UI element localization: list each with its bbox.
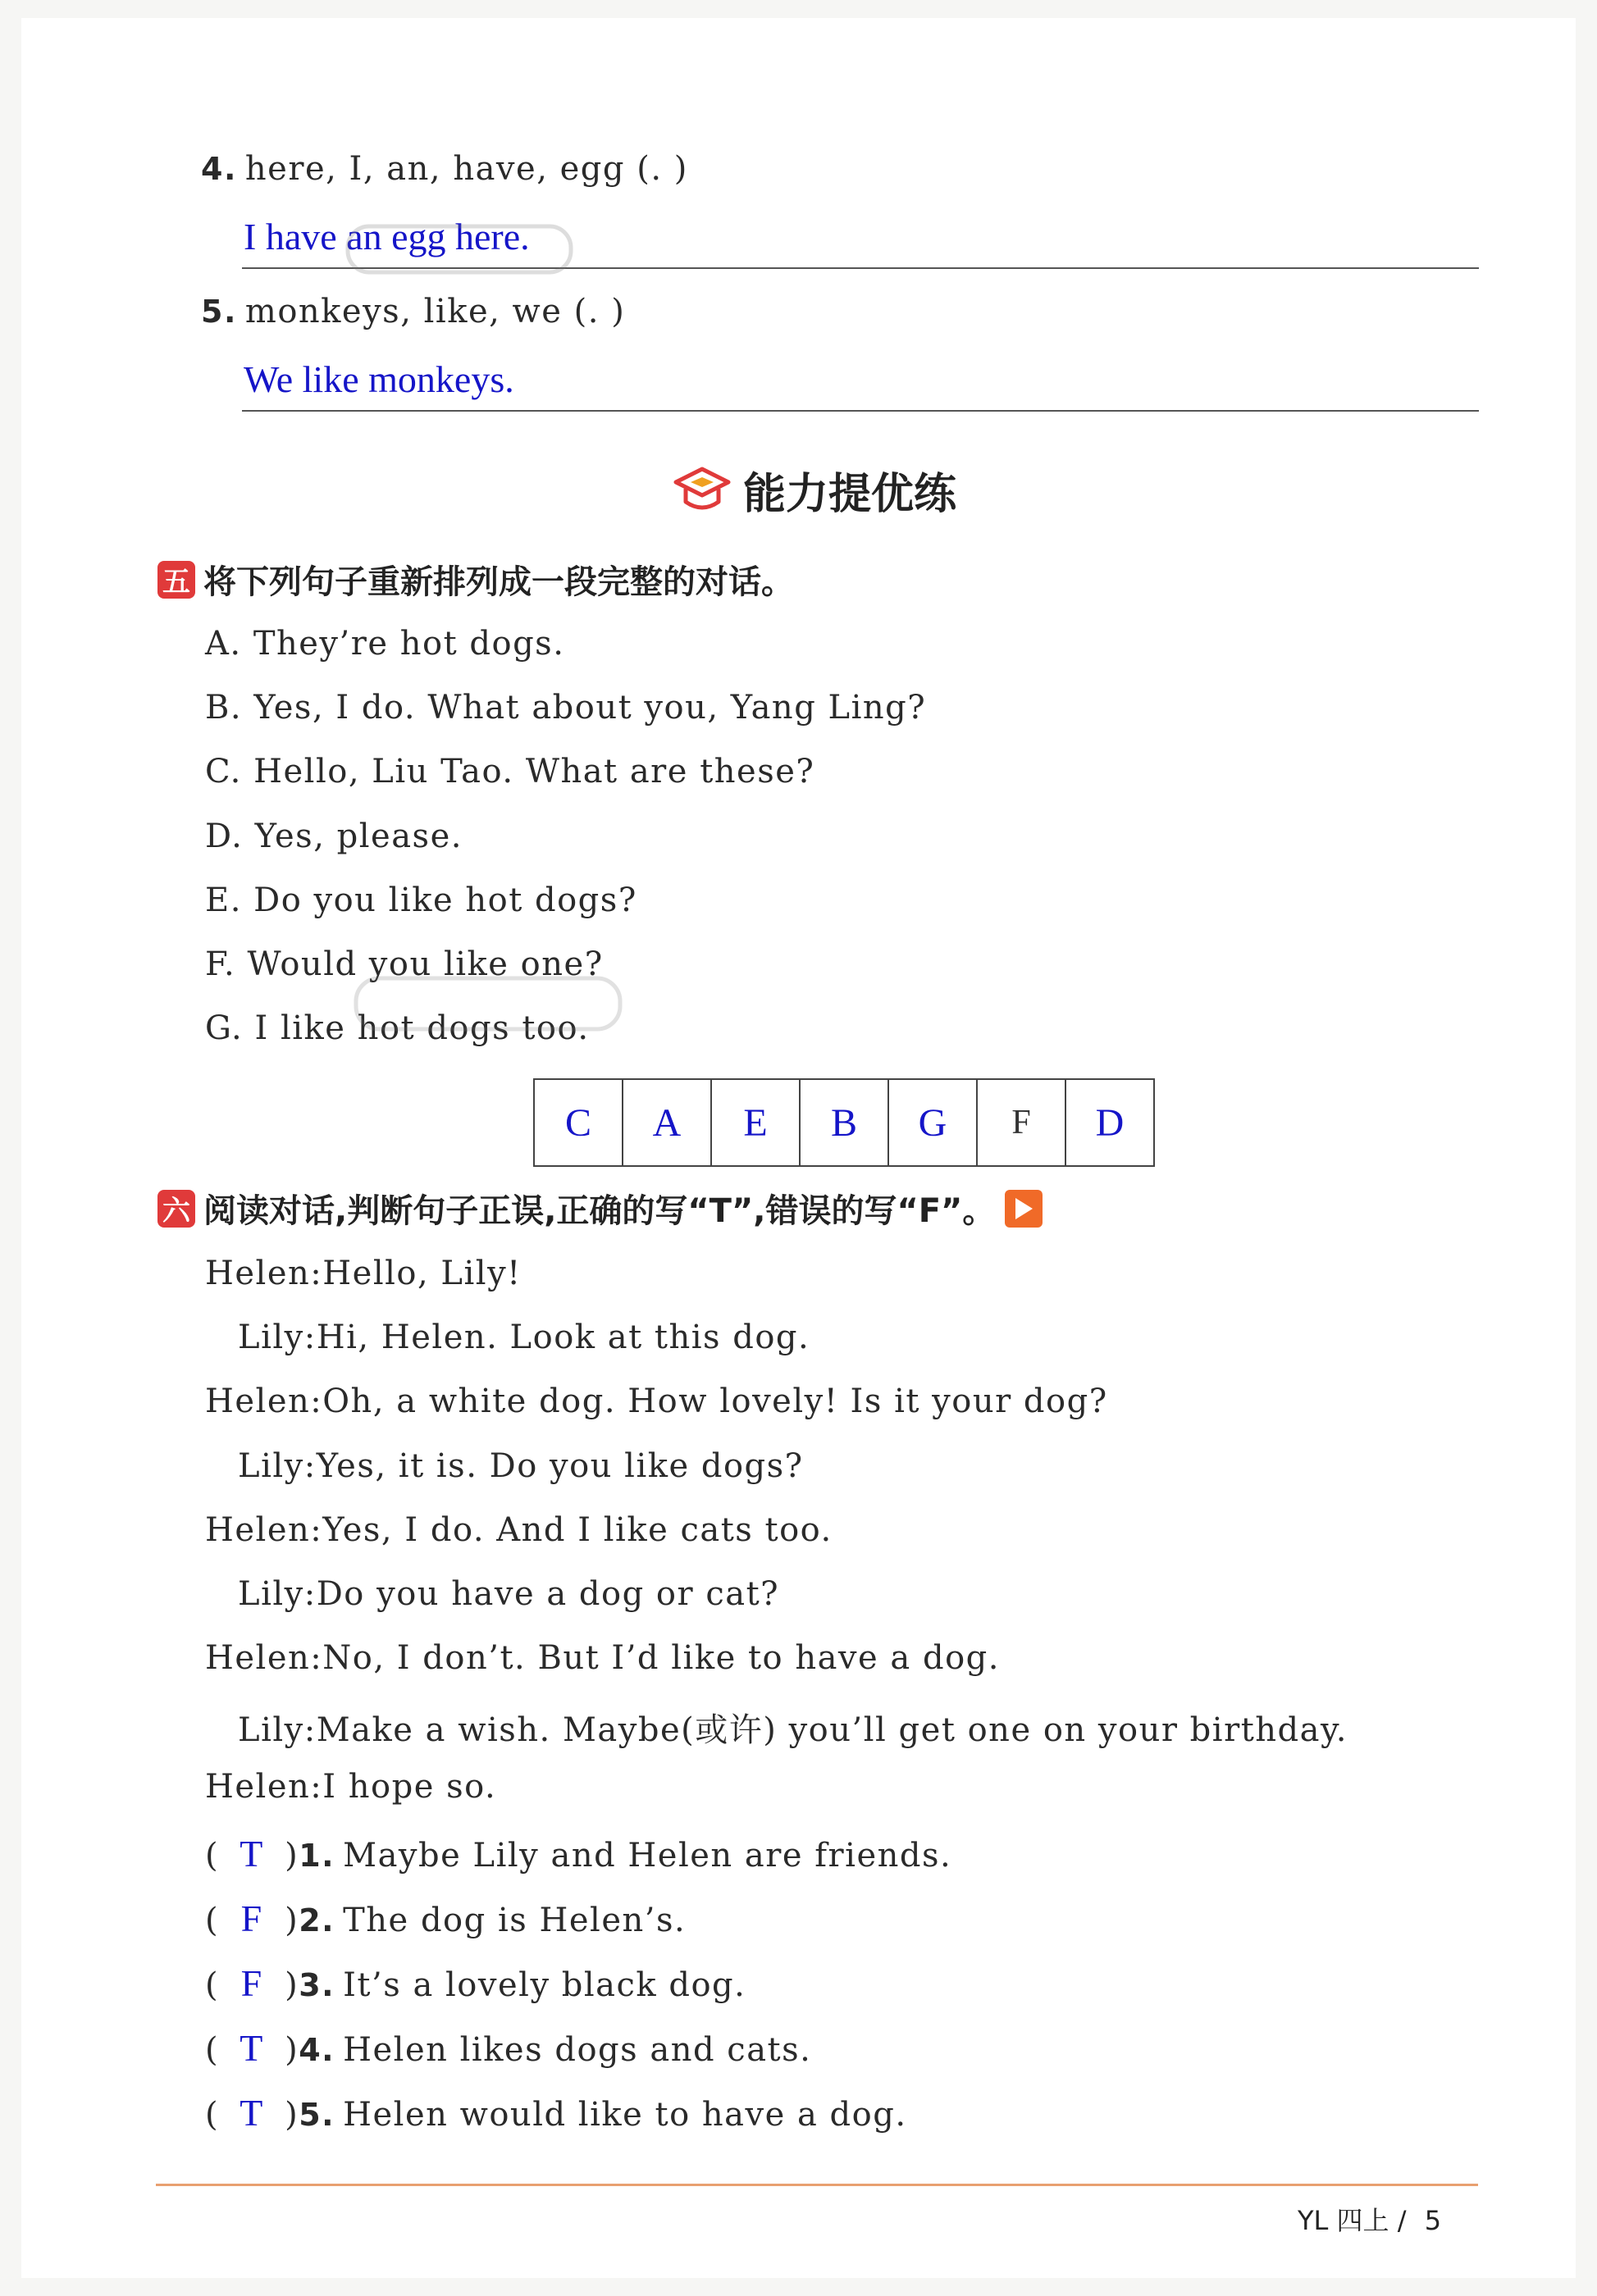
speaker: Helen:: [205, 1639, 323, 1677]
statement-5: ( T )5. Helen would like to have a dog.: [205, 2092, 907, 2134]
statement-number: 4.: [299, 2032, 335, 2068]
section-5-title: [157, 556, 794, 603]
speaker: Lily:: [238, 1575, 317, 1613]
answer-5: We like monkeys.: [244, 358, 514, 400]
statement-text: Helen would like to have a dog.: [343, 2096, 907, 2134]
dialogue-line: [238, 1319, 810, 1356]
answer-cell: C: [534, 1079, 623, 1166]
option-c: C. Hello, Liu Tao. What are these?: [205, 753, 815, 790]
statement-1: ( T )1. Maybe Lily and Helen are friends.: [205, 1833, 952, 1875]
dialogue-line: [205, 1255, 522, 1292]
statement-text: Helen likes dogs and cats.: [343, 2031, 812, 2069]
order-answer-table: [533, 1078, 1155, 1167]
dialogue-line: [205, 1768, 496, 1806]
dialogue-line: [205, 1639, 1000, 1677]
speaker: Lily:: [238, 1711, 317, 1749]
question-4: [201, 150, 688, 188]
option-b: B. Yes, I do. What about you, Yang Ling?: [205, 689, 927, 727]
dialogue-line: [238, 1575, 779, 1613]
statement-text: Maybe Lily and Helen are friends.: [343, 1837, 952, 1875]
footer-label: YL 四上 /: [1298, 2205, 1407, 2236]
line-text: No, I don’t. But I’d like to have a dog.: [322, 1639, 1000, 1677]
dialogue-line: [205, 1383, 1108, 1420]
answer-line: [242, 410, 1479, 412]
page-number: 5: [1424, 2205, 1442, 2236]
section-instruction: 阅读对话,判断句子正误,正确的写“T”,错误的写“F”。: [203, 1192, 996, 1230]
statement-text: The dog is Helen’s.: [343, 1902, 687, 1939]
question-5: [201, 293, 625, 330]
section-badge: 六: [157, 1190, 195, 1228]
dialogue-line: [205, 1511, 833, 1549]
statement-text: It’s a lovely black dog.: [343, 1966, 746, 2004]
statement-number: 1.: [299, 1838, 335, 1874]
answer-cell: D: [1065, 1079, 1154, 1166]
option-d: D. Yes, please.: [205, 818, 463, 855]
answer-cell: G: [888, 1079, 977, 1166]
question-number: 5.: [201, 294, 237, 330]
statement-3: ( F )3. It’s a lovely black dog.: [205, 1962, 746, 2004]
question-text: monkeys, like, we (. ): [244, 293, 626, 330]
dialogue-line: [238, 1704, 1348, 1751]
statement-number: 3.: [299, 1967, 335, 2003]
speaker: Lily:: [238, 1447, 317, 1485]
answer-cell: A: [623, 1079, 711, 1166]
line-text: Make a wish. Maybe(或许) you’ll get one on your birthday.: [316, 1711, 1348, 1749]
play-icon[interactable]: [1005, 1190, 1043, 1228]
statement-number: 5.: [299, 2097, 335, 2133]
speaker: Helen:: [205, 1768, 323, 1806]
line-text: Hello, Lily!: [322, 1255, 522, 1292]
ability-title: 能力提优练: [743, 470, 957, 519]
watermark-mark: [353, 972, 623, 1050]
answer-cell: F: [977, 1079, 1065, 1166]
speaker: Lily:: [238, 1319, 317, 1356]
option-a: A. They’re hot dogs.: [205, 625, 565, 663]
line-text: Yes, it is. Do you like dogs?: [316, 1447, 804, 1485]
answer-4: I have an egg here.: [244, 216, 530, 257]
tf-answer: T: [240, 2027, 264, 2069]
answer-cell: E: [711, 1079, 800, 1166]
line-text: Hi, Helen. Look at this dog.: [316, 1319, 810, 1356]
speaker: Helen:: [205, 1511, 323, 1549]
line-text: Yes, I do. And I like cats too.: [322, 1511, 833, 1549]
line-text: Oh, a white dog. How lovely! Is it your dog?: [322, 1383, 1108, 1420]
tf-answer: F: [240, 1897, 263, 1939]
tf-answer: T: [240, 2092, 264, 2134]
line-text: Do you have a dog or cat?: [316, 1575, 780, 1613]
page-footer: [1298, 2200, 1441, 2238]
statement-2: ( F )2. The dog is Helen’s.: [205, 1897, 687, 1939]
question-number: 4.: [201, 151, 237, 187]
line-text: I hope so.: [322, 1768, 497, 1806]
graduation-cap-icon: [673, 464, 732, 517]
speaker: Helen:: [205, 1383, 323, 1420]
dialogue-line: [238, 1447, 804, 1485]
question-text: here, I, an, have, egg (. ): [244, 150, 688, 188]
tf-answer: F: [240, 1962, 263, 2004]
option-e: E. Do you like hot dogs?: [205, 882, 637, 919]
option-f: F. Would you like one?: [205, 945, 604, 983]
statement-number: 2.: [299, 1902, 335, 1938]
section-6-title: [157, 1185, 1043, 1232]
statement-4: ( T )4. Helen likes dogs and cats.: [205, 2027, 812, 2069]
speaker: Helen:: [205, 1255, 323, 1292]
option-g: G. I like hot dogs too.: [205, 1009, 590, 1047]
watermark-mark: [344, 220, 574, 291]
footer-divider: [156, 2184, 1478, 2186]
tf-answer: T: [240, 1833, 264, 1875]
answer-cell: B: [800, 1079, 888, 1166]
section-badge: 五: [157, 561, 195, 599]
section-instruction: 将下列句子重新排列成一段完整的对话。: [203, 563, 794, 601]
ability-header: [673, 459, 956, 521]
